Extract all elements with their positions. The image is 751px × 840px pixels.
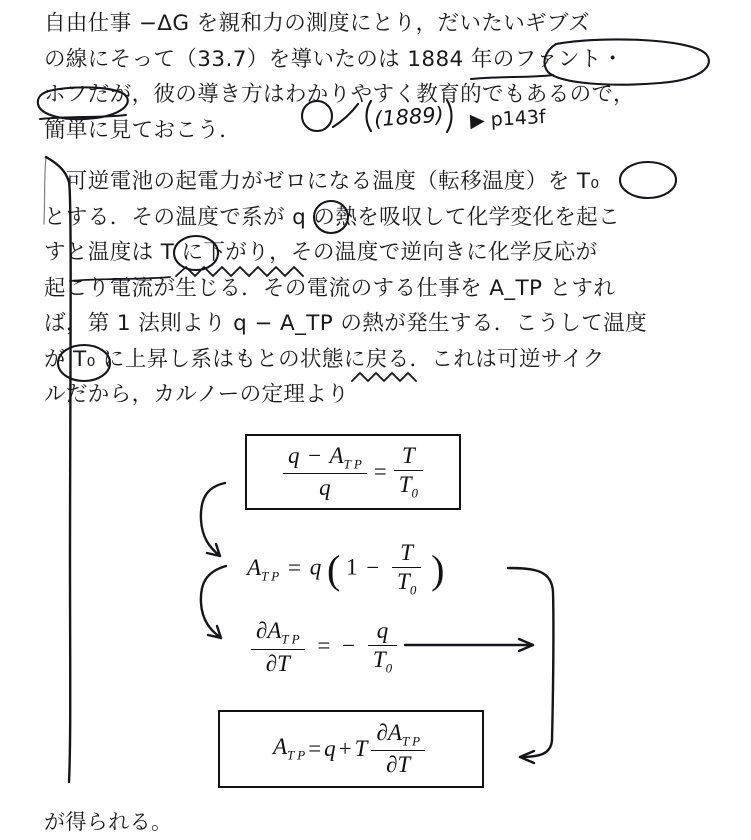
equation-3-equals: = bbox=[317, 632, 331, 658]
equation-3-rhs-fraction bbox=[368, 618, 397, 677]
paragraph-1-line-2: の線にそって（33.7）を導いたのは 1884 年のファント・ bbox=[44, 46, 624, 72]
equation-2-open-paren: ( bbox=[326, 547, 341, 593]
paragraph-2-line-7: ルだから，カルノーの定理より bbox=[44, 382, 350, 407]
equation-2-lhs: $A_{T P}$ bbox=[247, 554, 280, 584]
paragraph-1-line-4: 簡単に見ておこう． bbox=[44, 117, 242, 143]
equation-1-left-fraction bbox=[283, 443, 367, 502]
equation-2-q: q bbox=[309, 554, 322, 580]
equation-1-boxed bbox=[245, 434, 461, 510]
paragraph-2-line-1: 可逆電池の起電力がゼロになる温度（転移温度）を T₀ bbox=[44, 169, 600, 194]
equation-2-close-paren: ) bbox=[431, 547, 445, 593]
equation-2-minus: − bbox=[366, 554, 380, 580]
handwritten-year: (1889) bbox=[373, 102, 445, 132]
equation-2-one: 1 bbox=[346, 554, 358, 580]
equation-3-rhs-numerator: q bbox=[368, 618, 397, 646]
equation-1-denominator: q bbox=[319, 475, 331, 501]
equation-2 bbox=[247, 540, 444, 599]
equation-1-rhs-numerator: T bbox=[394, 443, 423, 471]
paragraph-2-line-4: 起こり電流が生じる．その電流のする仕事を A_TP とすれ bbox=[44, 275, 616, 301]
equation-2-denominator: $T_0$ bbox=[397, 569, 417, 598]
paragraph-1-line-3: ホフだが，彼の導き方はわかりやすく教育的でもあるので， bbox=[44, 82, 635, 107]
equation-2-equals: = bbox=[288, 554, 301, 580]
closing-line: が得られる。 bbox=[44, 810, 173, 834]
equation-3-denominator: ∂T bbox=[265, 650, 290, 676]
equation-1-rhs-denominator: $T_0$ bbox=[398, 471, 419, 501]
equation-1-right-fraction bbox=[394, 443, 423, 502]
equation-4-numerator: $\partial A_{T P}$ bbox=[371, 720, 425, 752]
equation-2-fraction bbox=[392, 540, 421, 599]
equation-4-plus: + bbox=[338, 736, 352, 761]
equation-3-rhs-denominator: $T_0$ bbox=[372, 647, 393, 676]
equation-4-q: q bbox=[324, 736, 336, 761]
equation-4-equals: = bbox=[308, 736, 322, 761]
equation-4-T: T bbox=[354, 736, 368, 761]
paragraph-1-line-1: 自由仕事 −ΔG を親和力の測度にとり，だいたいギブズ bbox=[44, 11, 590, 36]
equation-3-lhs-fraction bbox=[251, 618, 305, 677]
equation-1-equals: = bbox=[373, 459, 387, 484]
paragraph-2-line-2: とする．その温度で系が q の熱を吸収して化学変化を起こ bbox=[44, 204, 621, 230]
equation-3-numerator: $\partial A_{T P}$ bbox=[251, 618, 305, 650]
equation-1-numerator: $q - A_{T P}$ bbox=[283, 443, 367, 475]
equation-4-lhs: $A_{T P}$ bbox=[272, 734, 306, 763]
paragraph-2-line-6: が T₀ に上昇し系はもとの状態に戻る．これは可逆サイク bbox=[44, 346, 605, 372]
paragraph-2 bbox=[44, 164, 712, 413]
equation-3 bbox=[247, 618, 401, 677]
equation-4-fraction bbox=[371, 720, 425, 779]
handwritten-page-reference: ▶ p143f bbox=[469, 106, 547, 132]
paragraph-2-line-3: すと温度は T に下がり，その温度で逆向きに化学反応が bbox=[44, 240, 598, 265]
equation-3-minus: − bbox=[342, 632, 356, 658]
equation-4-denominator: ∂T bbox=[386, 752, 411, 778]
equation-4-boxed bbox=[218, 710, 484, 788]
paragraph-2-line-5: ば，第 1 法則より q − A_TP の熱が発生する．こうして温度 bbox=[44, 311, 648, 336]
equation-2-numerator: T bbox=[392, 540, 421, 568]
